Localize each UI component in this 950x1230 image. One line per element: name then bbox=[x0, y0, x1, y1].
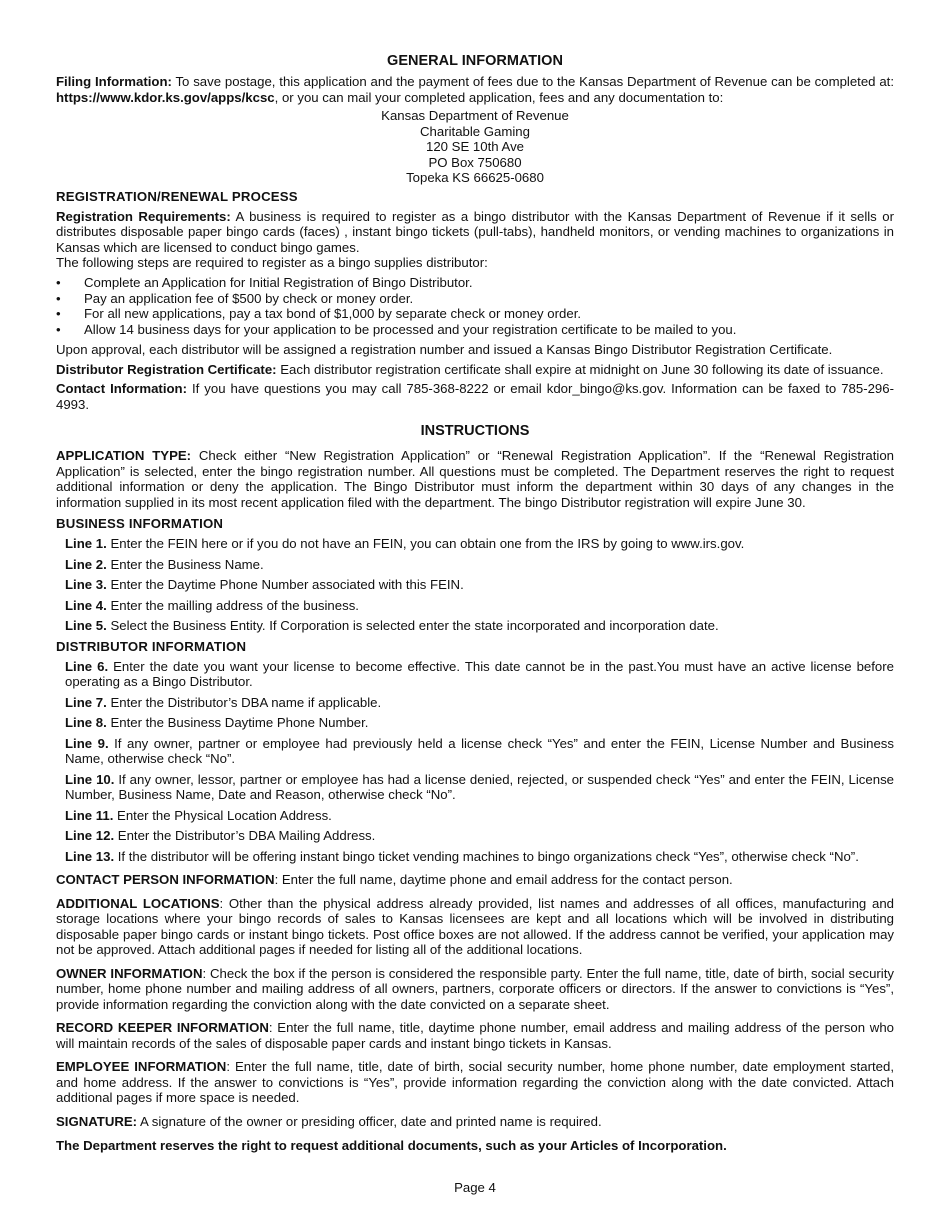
business-line-1: Line 1. Enter the FEIN here or if you do not have an FEIN, you can obtain one from the IRS by going to www.irs.gov. bbox=[65, 536, 745, 552]
distributor-line-6: Line 6. Enter the date you want your license to become effective. This date cannot be in the past.You must have an active license before operating as a Bingo Distributor. bbox=[65, 658, 894, 690]
contact-information: Contact Information: If you have questions you may call 785-368-8222 or email kdor_bingo@ks.gov. Information can be faxed to 785-296-4993. bbox=[56, 381, 894, 412]
approval-text: Upon approval, each distributor will be assigned a registration number and issued a Kansas Bingo Distributor Registration Certificate. bbox=[56, 342, 833, 358]
bullet-icon: • bbox=[56, 274, 61, 290]
filing-url: https://www.kdor.ks.gov/apps/kcsc bbox=[56, 89, 275, 105]
registration-heading: REGISTRATION/RENEWAL PROCESS bbox=[56, 188, 298, 204]
address-line: Topeka KS 66625-0680 bbox=[406, 170, 544, 186]
bullet-icon: • bbox=[56, 290, 61, 306]
distributor-line-8: Line 8. Enter the Business Daytime Phone Number. bbox=[65, 715, 369, 731]
filing-information: Filing Information: To save postage, this application and the payment of fees due to the Kansas Department of Revenue can be completed at: https://www.kdor.ks.gov/apps/kcsc, or you can mail your completed application, fees and any documentation to: bbox=[56, 74, 894, 105]
contact-person-section: CONTACT PERSON INFORMATION: Enter the full name, daytime phone and email address for the contact person. bbox=[56, 872, 733, 888]
business-line-2: Line 2. Enter the Business Name. bbox=[65, 556, 264, 572]
distributor-line-12: Line 12. Enter the Distributor’s DBA Mailing Address. bbox=[65, 828, 376, 844]
business-line-4: Line 4. Enter the mailling address of the business. bbox=[65, 597, 359, 613]
closing-statement: The Department reserves the right to request additional documents, such as your Articles of Incorporation. bbox=[56, 1138, 727, 1154]
distributor-line-9: Line 9. If any owner, partner or employee had previously held a license check “Yes” and enter the FEIN, License Number and Business Name, otherwise check “No”. bbox=[65, 735, 894, 767]
business-line-5: Line 5. Select the Business Entity. If Corporation is selected enter the state incorporated and incorporation date. bbox=[65, 618, 719, 634]
instructions-heading: INSTRUCTIONS bbox=[420, 423, 530, 440]
application-type: APPLICATION TYPE: Check either “New Registration Application” or “Renewal Registration Application”. If the “Renewal Registration Application” is selected, enter the bingo registration number. All questions must be completed. The Department reserves the right to request additional information or deny the application. The Bingo Distributor must inform the department within 30 days of any changes in the information supplied in its most recent application filed with the department. The bingo Distributor registration will expire June 30. bbox=[56, 448, 894, 510]
list-item: • For all new applications, pay a tax bond of $1,000 by separate check or money order. bbox=[56, 306, 582, 322]
owner-information-section: OWNER INFORMATION: Check the box if the person is considered the responsible party. Enter the full name, title, date of birth, social security number, home phone number and mailing address of all owners, partners, corporate officers or directors. If the answer to convictions is “Yes”, provide information regarding the conviction along with the date convicted on a separate sheet. bbox=[56, 965, 894, 1012]
list-item: • Pay an application fee of $500 by check or money order. bbox=[56, 290, 414, 306]
address-line: Kansas Department of Revenue bbox=[381, 108, 569, 123]
distributor-line-13: Line 13. If the distributor will be offering instant bingo ticket vending machines to bingo organizations check “Yes”, otherwise check “No”. bbox=[65, 848, 859, 864]
bullet-icon: • bbox=[56, 306, 61, 322]
distributor-certificate: Distributor Registration Certificate: Each distributor registration certificate shall expire at midnight on June 30 following its date of issuance. bbox=[56, 361, 884, 377]
page-number: Page 4 bbox=[454, 1180, 496, 1195]
steps-intro: The following steps are required to register as a bingo supplies distributor: bbox=[56, 255, 488, 271]
business-line-3: Line 3. Enter the Daytime Phone Number associated with this FEIN. bbox=[65, 577, 464, 593]
address-line: 120 SE 10th Ave bbox=[425, 139, 524, 155]
registration-requirements: Registration Requirements: A business is required to register as a bingo distributor with the Kansas Department of Revenue if it sells or distributes disposable paper bingo cards (faces) , instant bingo tickets (pull-tabs), handheld monitors, or vending machines to organizations in Kansas which are licensed to conduct bingo games. bbox=[56, 208, 894, 255]
additional-locations-section: ADDITIONAL LOCATIONS: Other than the physical address already provided, list names and addresses of all offices, manufacturing and storage locations where your bingo records of sales to Kansas licensees are kept and all locations which will be involved in distributing disposable paper bingo cards or instant bingo tickets. Post office boxes are not allowed. If the address cannot be verified, your application may not be approved. Attach additional pages if needed for listing all of the additional locations. bbox=[56, 895, 894, 958]
address-line: PO Box 750680 bbox=[428, 154, 522, 170]
list-item: • Complete an Application for Initial Registration of Bingo Distributor. bbox=[56, 274, 473, 290]
business-information-heading: BUSINESS INFORMATION bbox=[56, 516, 224, 532]
bullet-icon: • bbox=[56, 321, 61, 337]
steps-list bbox=[56, 275, 894, 337]
signature-section: SIGNATURE: A signature of the owner or presiding officer, date and printed name is required. bbox=[56, 1113, 602, 1129]
mailing-address bbox=[56, 108, 894, 186]
address-line: Charitable Gaming bbox=[420, 123, 530, 139]
general-information-heading: GENERAL INFORMATION bbox=[387, 53, 563, 69]
distributor-line-10: Line 10. If any owner, lessor, partner or employee has had a license denied, rejected, or suspended check “Yes” and enter the FEIN, License Number, Business Name, Date and Reason, otherwise check “No”. bbox=[65, 771, 894, 803]
list-item: • Allow 14 business days for your application to be processed and your registration certificate to be mailed to you. bbox=[56, 321, 737, 337]
distributor-line-11: Line 11. Enter the Physical Location Address. bbox=[65, 807, 332, 823]
distributor-line-7: Line 7. Enter the Distributor’s DBA name if applicable. bbox=[65, 694, 382, 710]
distributor-information-heading: DISTRIBUTOR INFORMATION bbox=[56, 638, 247, 654]
record-keeper-section: RECORD KEEPER INFORMATION: Enter the full name, title, daytime phone number, email address and mailing address of the person who will maintain records of the sales of disposable paper cards and instant bingo tickets in Kansas. bbox=[56, 1020, 895, 1051]
employee-information-section: EMPLOYEE INFORMATION: Enter the full name, title, date of birth, social security number, home phone number, date employment started, and home address. If the answer to convictions is “Yes”, provide information regarding the conviction along with the date convicted. Attach additional pages if more space is needed. bbox=[56, 1059, 894, 1106]
